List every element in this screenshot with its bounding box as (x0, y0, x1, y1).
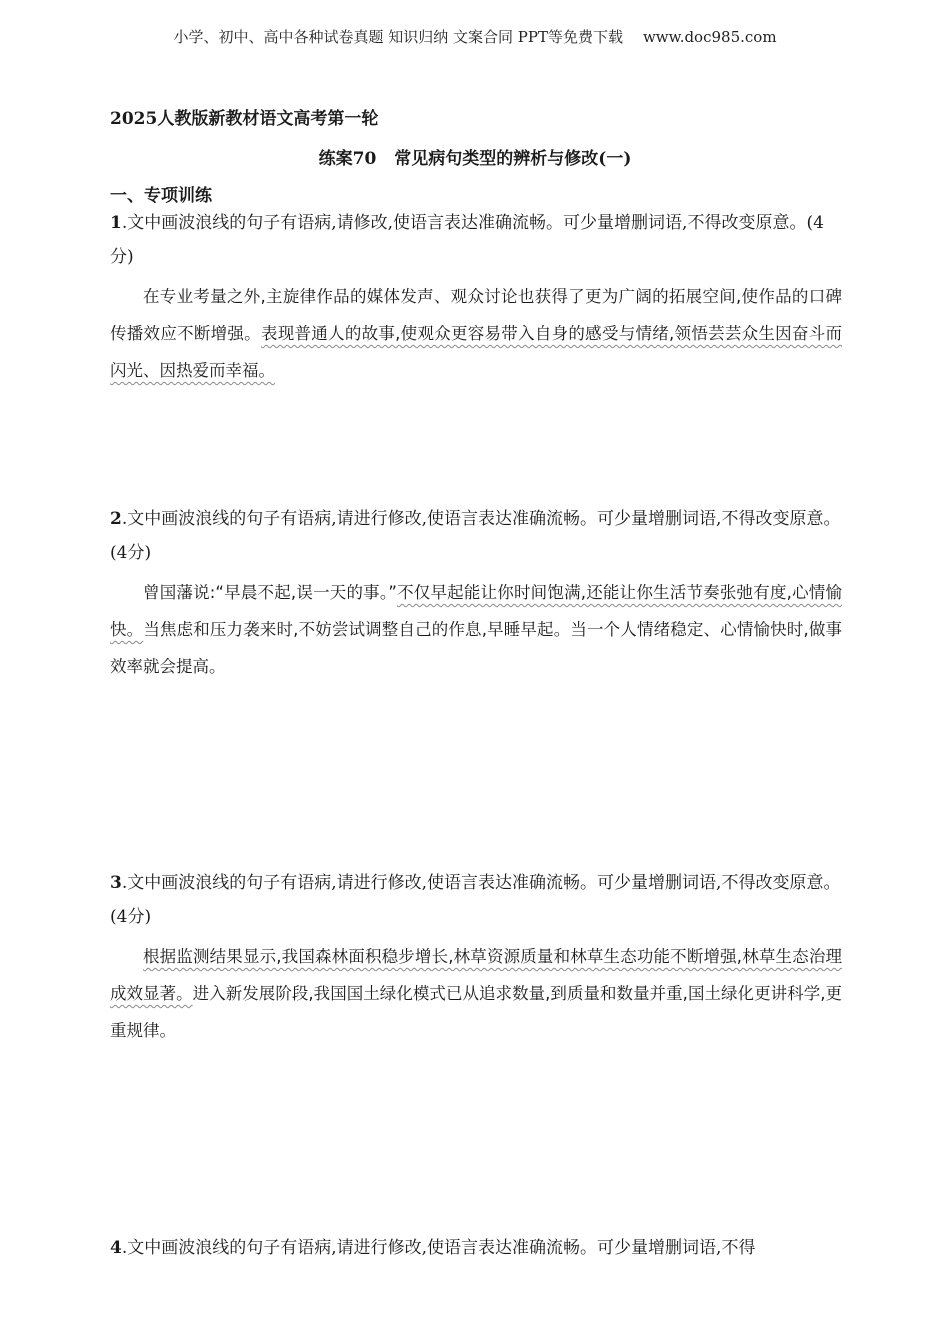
header-text: 小学、初中、高中各种试卷真题 知识归纳 文案合同 PPT等免费下载 (173, 28, 623, 46)
section-heading: 一、专项训练 (110, 186, 212, 206)
passage-text: 在专业考量之外,主旋律作品的媒体发声、观众讨论也获得了更为广阔的拓展空间,使作品的口碑传播效应不断增强。 (110, 287, 842, 343)
question-prompt (110, 206, 842, 274)
prompt-text: .文中画波浪线的句子有语病,请进行修改,使语言表达准确流畅。可少量增删词语,不得改变原意。(4分) (110, 873, 841, 927)
question-4 (110, 1231, 842, 1265)
passage-text: 进入新发展阶段,我国国土绿化模式已从追求数量,到质量和数量并重,国土绿化更讲科学,更重规律。 (110, 984, 843, 1040)
question-passage (110, 278, 842, 389)
wavy-underlined-sentence: 不仅早起能让你时间饱满,还能让你生活节奏张弛有度,心情愉快。 (110, 583, 842, 639)
page-header (0, 26, 950, 47)
lesson-name: 常见病句类型的辨析与修改(一) (394, 149, 632, 169)
question-1 (110, 206, 842, 389)
header-site-link[interactable]: www.doc985.com (642, 28, 777, 46)
question-prompt (110, 866, 842, 934)
question-number: 4 (110, 1238, 122, 1258)
question-3 (110, 866, 842, 1049)
wavy-underlined-sentence: 根据监测结果显示,我国森林面积稳步增长,林草资源质量和林草生态功能不断增强,林草生态治理成效显著。 (110, 947, 842, 1003)
wavy-underlined-sentence: 表现普通人的故事,使观众更容易带入自身的感受与情绪,领悟芸芸众生因奋斗而闪光、因热爱而幸福。 (110, 324, 843, 380)
question-passage (110, 574, 842, 685)
prompt-text: .文中画波浪线的句子有语病,请进行修改,使语言表达准确流畅。可少量增删词语,不得 (121, 1238, 756, 1258)
document-title: 2025人教版新教材语文高考第一轮 (110, 109, 379, 129)
prompt-text: .文中画波浪线的句子有语病,请修改,使语言表达准确流畅。可少量增删词语,不得改变原意。(4分) (110, 213, 824, 267)
question-number: 2 (110, 509, 122, 529)
question-passage (110, 938, 842, 1049)
passage-text: 曾国藩说:“早晨不起,误一天的事。” (143, 583, 397, 602)
lesson-number: 练案70 (318, 149, 377, 169)
question-2 (110, 502, 842, 685)
question-number: 1 (110, 213, 122, 233)
question-prompt (110, 502, 842, 570)
question-prompt (110, 1231, 842, 1265)
prompt-text: .文中画波浪线的句子有语病,请进行修改,使语言表达准确流畅。可少量增删词语,不得改变原意。(4分) (110, 509, 841, 563)
question-number: 3 (110, 873, 122, 893)
lesson-title (0, 144, 950, 169)
passage-text: 当焦虑和压力袭来时,不妨尝试调整自己的作息,早睡早起。当一个人情绪稳定、心情愉快时,做事效率就会提高。 (110, 620, 842, 676)
